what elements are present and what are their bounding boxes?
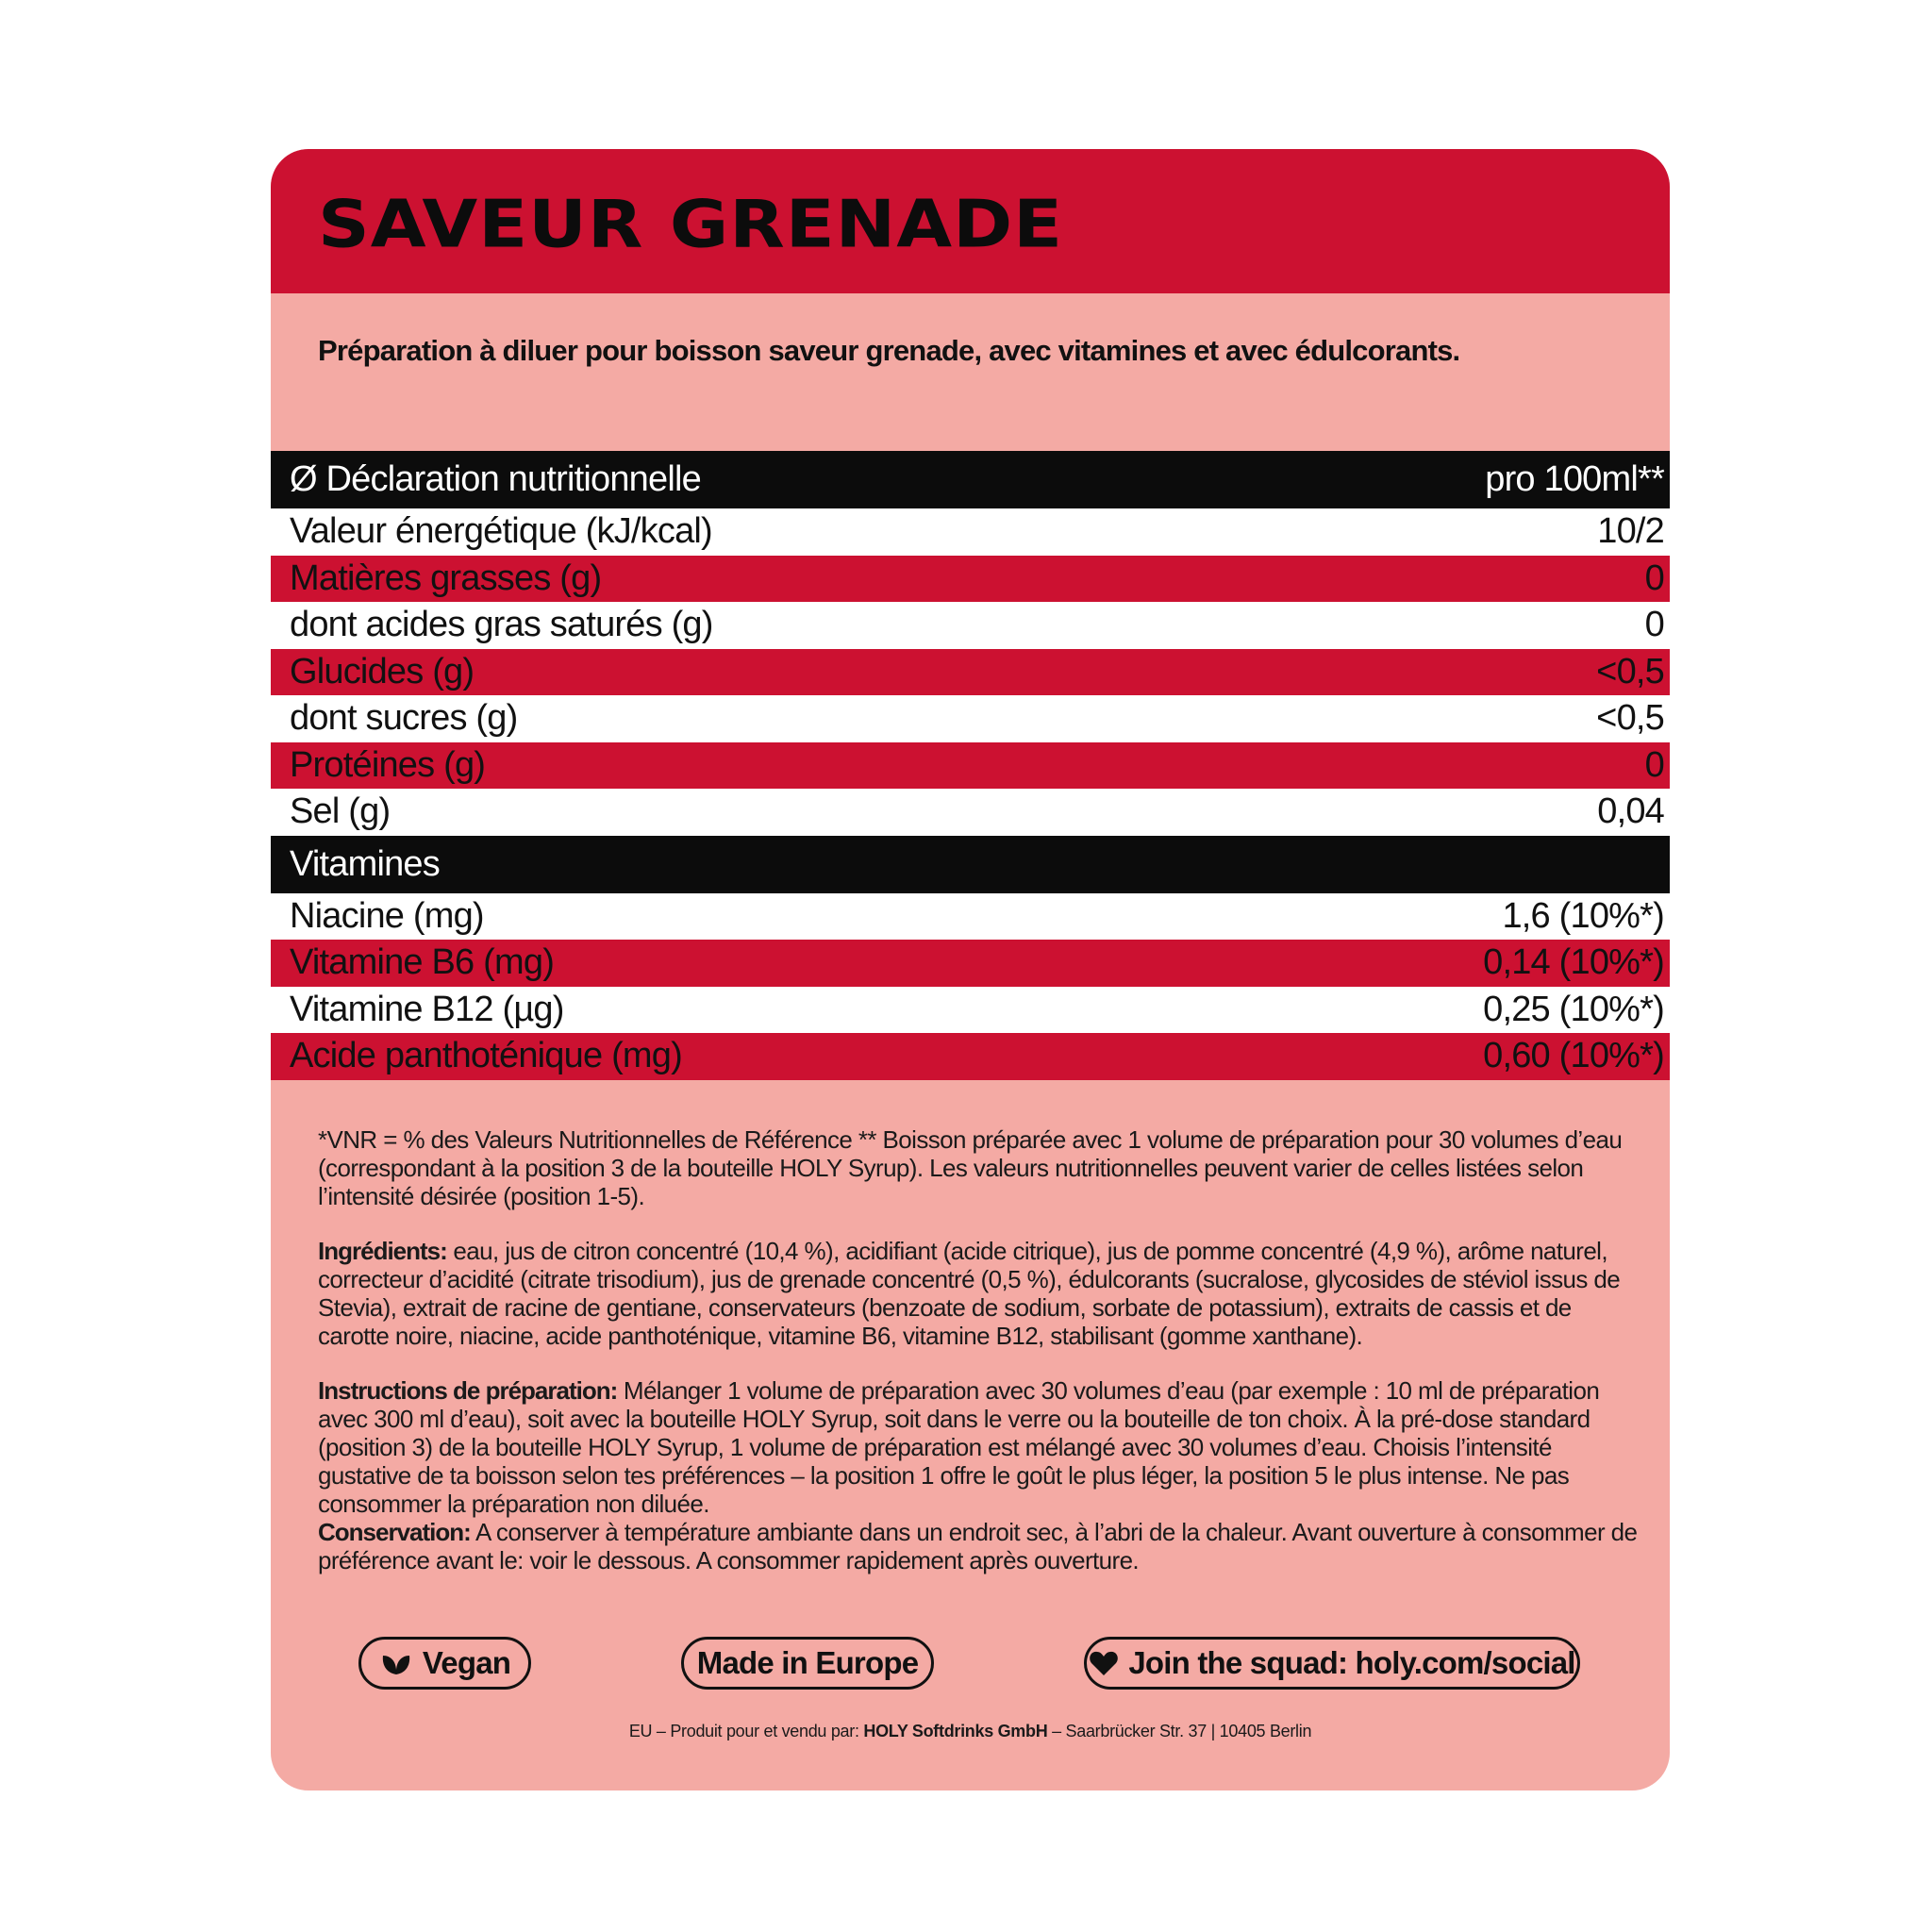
footer-prefix: EU – Produit pour et vendu par: (628, 1722, 864, 1740)
table-row (271, 602, 1670, 649)
row-value: <0,5 (1596, 698, 1664, 739)
nutrition-heading-row (271, 451, 1670, 508)
row-value: 0 (1644, 605, 1664, 645)
row-label: Niacine (mg) (290, 895, 484, 936)
table-row (271, 893, 1670, 941)
row-value: 0,14 (10%*) (1483, 942, 1664, 983)
row-label: Glucides (g) (290, 651, 475, 691)
instructions-text: Mélanger 1 volume de préparation avec 30 volumes d’eau (par exemple : 10 ml de préparation avec 300 ml d’eau), soit avec la bouteille HOLY Syrup, soit dans le verre ou la bouteille de ton choix. À la pré-dose standard (position 3) de la bouteille HOLY Syrup, 1 volume de préparation est mélangé avec 30 volumes d’eau. Choisis l’intensité gustative de ta boisson selon tes préférences – la position 1 offre le goût le plus léger, la position 5 le plus intense. Ne pas consommer la préparation non diluée. (318, 1376, 1600, 1518)
table-row (271, 987, 1670, 1034)
nutrition-heading-label: Ø Déclaration nutritionnelle (290, 459, 701, 499)
row-label: dont sucres (g) (290, 698, 518, 739)
nutrition-table (271, 451, 1670, 1080)
row-value: <0,5 (1596, 651, 1664, 691)
product-description: Préparation à diluer pour boisson saveur grenade, avec vitamines et avec édulcorants. (318, 334, 1460, 367)
leaf-icon (379, 1650, 413, 1676)
table-row (271, 1033, 1670, 1080)
row-label: dont acides gras saturés (g) (290, 605, 713, 645)
footer-address: – Saarbrücker Str. 37 | 10405 Berlin (1047, 1722, 1312, 1740)
row-value: 0,60 (10%*) (1483, 1036, 1664, 1076)
made-in-europe-label: Made in Europe (696, 1645, 919, 1680)
ingredients-paragraph (318, 1237, 1639, 1350)
row-value: 10/2 (1597, 511, 1664, 552)
instructions-paragraph (318, 1376, 1639, 1574)
conservation-text: A conserver à température ambiante dans un endroit sec, à l’abri de la chaleur. Avant ouverture à consommer de préférence avant le: voir le dessous. A consommer rapidement après ouverture. (318, 1518, 1638, 1574)
vitamins-heading-row (271, 836, 1670, 893)
footer-company: HOLY Softdrinks GmbH (863, 1722, 1048, 1740)
vegan-badge (358, 1637, 531, 1690)
row-label: Protéines (g) (290, 744, 486, 785)
product-title: SAVEUR GRENADE (318, 185, 1064, 262)
conservation-label: Conservation: (318, 1518, 471, 1546)
nutrition-heading-unit: pro 100ml** (1485, 459, 1664, 499)
table-row (271, 742, 1670, 790)
row-label: Matières grasses (g) (290, 558, 602, 598)
row-value: 1,6 (10%*) (1502, 895, 1664, 936)
table-row (271, 556, 1670, 603)
join-squad-label: Join the squad: holy.com/social (1128, 1645, 1575, 1680)
ingredients-text: eau, jus de citron concentré (10,4 %), acidifiant (acide citrique), jus de pomme concentré (4,9 %), arôme naturel, correcteur d’acidité (citrate trisodium), jus de grenade concentré (0,5 %), édulcorants (sucralose, glycosides de stéviol issus de Stevia), extrait de racine de gentiane, conservateurs (benzoate de sodium, sorbate de potassium), extraits de cassis et de carotte noire, niacine, acide panthoténique, vitamine B6, vitamine B12, stabilisant (gomme xanthane). (318, 1237, 1621, 1350)
vitamins-heading-label: Vitamines (290, 843, 440, 884)
label-notes (318, 1125, 1639, 1574)
ingredients-label: Ingrédients: (318, 1237, 447, 1265)
row-value: 0 (1644, 558, 1664, 598)
label-card (271, 149, 1670, 1790)
made-in-europe-badge (681, 1637, 934, 1690)
join-squad-badge (1084, 1637, 1580, 1690)
vegan-label: Vegan (422, 1645, 511, 1680)
row-value: 0,04 (1597, 791, 1664, 832)
table-row (271, 508, 1670, 556)
row-label: Valeur énergétique (kJ/kcal) (290, 511, 712, 552)
producer-footer (271, 1722, 1670, 1741)
row-label: Vitamine B12 (µg) (290, 989, 564, 1029)
table-row (271, 649, 1670, 696)
row-label: Vitamine B6 (mg) (290, 942, 555, 983)
table-row (271, 695, 1670, 742)
row-label: Acide panthoténique (mg) (290, 1036, 682, 1076)
row-label: Sel (g) (290, 791, 391, 832)
row-value: 0 (1644, 744, 1664, 785)
label-header (271, 149, 1670, 293)
row-value: 0,25 (10%*) (1483, 989, 1664, 1029)
vnr-note: *VNR = % des Valeurs Nutritionnelles de Référence ** Boisson préparée avec 1 volume de préparation pour 30 volumes d’eau (correspondant à la position 3 de la bouteille HOLY Syrup). Les valeurs nutritionnelles peuvent varier de celles listées selon l’intensité désirée (position 1-5). (318, 1125, 1623, 1210)
table-row (271, 940, 1670, 987)
table-row (271, 789, 1670, 836)
instructions-label: Instructions de préparation: (318, 1376, 618, 1405)
heart-icon (1089, 1650, 1119, 1676)
